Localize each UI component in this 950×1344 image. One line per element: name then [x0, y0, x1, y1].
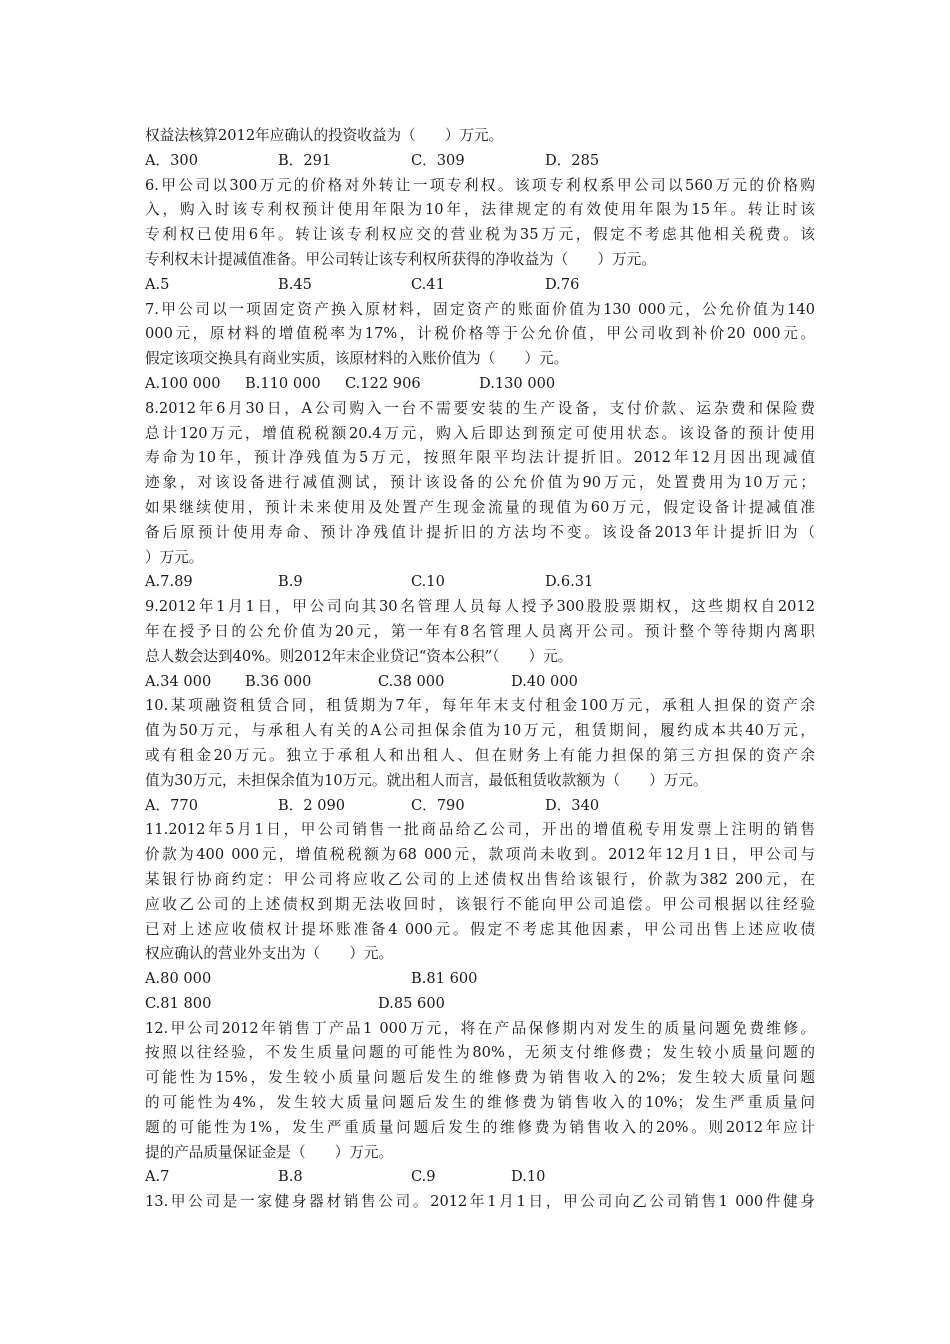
text-line: 权应确认的营业外支出为（ ）元。 — [145, 945, 394, 963]
question-8-line: 8.2012年6月30日，A公司购入一台不需要安装的生产设备，支付价款、运杂费和保险费 — [145, 399, 815, 417]
text-line: 已对上述应收债权计提坏账准备4 000元。假定不考虑其他因素，甲公司出售上述应收债 — [145, 920, 815, 938]
options-q6 — [145, 273, 815, 298]
question-10-line: 10.某项融资租赁合同，租赁期为7年，每年年末支付租金100万元，承租人担保的资产余 — [145, 697, 815, 715]
option-a: A.34 000 — [145, 672, 212, 690]
option-a: A.5 — [145, 275, 170, 293]
option-b: B．291 — [278, 151, 332, 169]
option-c: C.81 800 — [145, 994, 212, 1012]
option-c: C．790 — [411, 796, 465, 814]
option-b: B．2 090 — [278, 796, 346, 814]
options-q8 — [145, 570, 815, 595]
options-q10 — [145, 794, 815, 819]
options-q5 — [145, 149, 815, 174]
options-q7 — [145, 372, 815, 397]
text-line: 值为50万元，与承租人有关的A公司担保余值为10万元，租赁期间，履约成本共40万元， — [145, 722, 815, 740]
document-page — [145, 124, 815, 1215]
text-line: 权益法核算2012年应确认的投资收益为（ ）万元。 — [145, 127, 504, 144]
text-line: 题的可能性为1%，发生严重质量问题后发生的维修费为销售收入的20%。则2012年应计 — [145, 1118, 815, 1136]
option-d: D.85 600 — [378, 994, 445, 1012]
option-a: A．770 — [145, 796, 198, 814]
option-a: A.7.89 — [145, 573, 193, 591]
text-line: 总计120万元，增值税税额20.4万元，购入后即达到预定可使用状态。该设备的预计使用 — [145, 424, 815, 442]
text-line: 假定该项交换具有商业实质，该原材料的入账价值为（ ）元。 — [145, 350, 569, 368]
text-line: 提的产品质量保证金是（ ）万元。 — [145, 1143, 394, 1161]
option-c: C.9 — [411, 1168, 436, 1186]
option-a: A.100 000 — [145, 374, 221, 392]
option-d: D.40 000 — [511, 672, 578, 690]
text-line: 000元，原材料的增值税率为17%，计税价格等于公允价值，甲公司收到补价20 000元。 — [145, 325, 815, 343]
text-line: 专利权已使用6年。转让该专利权应交的营业税为35万元，假定不考虑其他相关税费。该 — [145, 226, 815, 244]
text-line: 如果继续使用，预计未来使用及处置产生现金流量的现值为60万元，假定设备计提减值准 — [145, 498, 815, 516]
options-q12 — [145, 1165, 815, 1190]
text-line: 可能性为15%，发生较小质量问题后发生的维修费为销售收入的2%；发生较大质量问题 — [145, 1069, 815, 1087]
option-c: C.38 000 — [378, 672, 445, 690]
option-d: D.10 — [511, 1168, 546, 1186]
option-b: B.9 — [278, 573, 303, 591]
option-b: B.8 — [278, 1168, 303, 1186]
text-line: 某银行协商约定：甲公司将应收乙公司的上述债权出售给该银行，价款为382 200元，在 — [145, 870, 815, 888]
text-line: 备后原预计使用寿命、预计净残值计提折旧的方法均不变。该设备2013年计提折旧为（ — [145, 523, 815, 541]
options-q11-row2 — [145, 992, 815, 1017]
question-13-line: 13.甲公司是一家健身器材销售公司。2012年1月1日，甲公司向乙公司销售1 000件健身 — [145, 1193, 815, 1211]
option-c: C.41 — [411, 275, 445, 293]
text-line: 按照以往经验，不发生质量问题的可能性为80%，无须支付维修费；发生较小质量问题的 — [145, 1044, 815, 1062]
option-d: D.6.31 — [545, 573, 594, 591]
text-line: 应收乙公司的上述债权到期无法收回时，该银行不能向甲公司追偿。甲公司根据以往经验 — [145, 895, 815, 913]
option-a: A．300 — [145, 151, 198, 169]
text-line: ）万元。 — [145, 548, 204, 566]
text-line: 入，购入时该专利权预计使用年限为10年，法律规定的有效使用年限为15年。转让时该 — [145, 201, 815, 219]
text-line: 专利权未计提减值准备。甲公司转让该专利权所获得的净收益为（ ）万元。 — [145, 250, 656, 268]
text-line: 价款为400 000元，增值税税额为68 000元，款项尚未收到。2012年12月1日，甲公司与 — [145, 846, 815, 864]
option-b: B.45 — [278, 275, 312, 293]
option-c: C.10 — [411, 573, 445, 591]
text-line: 总人数会达到40%。则2012年末企业贷记“资本公积”（ ）元。 — [145, 647, 573, 665]
option-c: C．309 — [411, 151, 465, 169]
question-11-line: 11.2012年5月1日，甲公司销售一批商品给乙公司，开出的增值税专用发票上注明的销售 — [145, 821, 815, 839]
option-b: B.110 000 — [245, 374, 321, 392]
text-line: 值为30万元，未担保余值为10万元。就出租人而言，最低租赁收款额为（ ）万元。 — [145, 771, 708, 789]
text-line: 年在授予日的公允价值为20元，第一年有8名管理人员离开公司。预计整个等待期内离职 — [145, 622, 815, 640]
text-line: 的可能性为4%，发生较大质量问题后发生的维修费为销售收入的10%；发生严重质量问 — [145, 1094, 815, 1112]
text-line: 迹象，对该设备进行减值测试，预计该设备的公允价值为90万元，处置费用为10万元； — [145, 474, 815, 492]
option-a: A.7 — [145, 1168, 170, 1186]
option-b: B.81 600 — [411, 970, 478, 988]
text-line: 或有租金20万元。独立于承租人和出租人、但在财务上有能力担保的第三方担保的资产余 — [145, 746, 815, 764]
options-q11-row1 — [145, 967, 815, 992]
question-7-line: 7.甲公司以一项固定资产换入原材料，固定资产的账面价值为130 000元，公允价值为140 — [145, 300, 815, 318]
option-b: B.36 000 — [245, 672, 312, 690]
question-6-line: 6.甲公司以300万元的价格对外转让一项专利权。该项专利权系甲公司以560万元的价格购 — [145, 176, 815, 194]
option-d: D.76 — [545, 275, 580, 293]
option-d: D．340 — [545, 796, 600, 814]
option-d: D．285 — [545, 151, 600, 169]
option-d: D.130 000 — [479, 374, 556, 392]
text-line: 寿命为10年，预计净残值为5万元，按照年限平均法计提折旧。2012年12月因出现减值 — [145, 449, 815, 467]
options-q9 — [145, 670, 815, 695]
question-9-line: 9.2012年1月1日，甲公司向其30名管理人员每人授予300股股票期权，这些期权自2012 — [145, 598, 815, 616]
option-c: C.122 906 — [345, 374, 421, 392]
option-a: A.80 000 — [145, 970, 212, 988]
question-12-line: 12.甲公司2012年销售丁产品1 000万元，将在产品保修期内对发生的质量问题免费维修。 — [145, 1019, 815, 1037]
